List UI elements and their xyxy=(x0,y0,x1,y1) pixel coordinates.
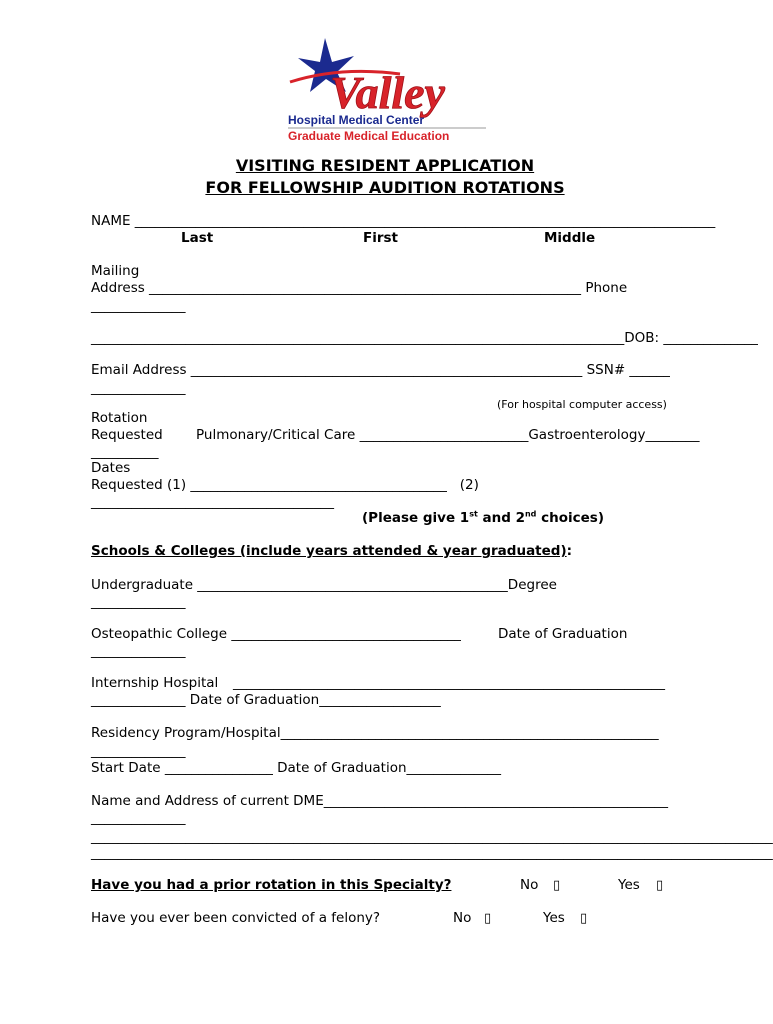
dme-address-line2[interactable]: _____________________________________________________________________________________________________ xyxy=(91,845,773,861)
undergraduate-field[interactable]: Undergraduate ______________________________________________Degree xyxy=(91,577,557,593)
address-dob-field[interactable]: _______________________________________________________________________________DOB: ______________ xyxy=(91,330,758,346)
rotation-specialty-field[interactable]: Pulmonary/Critical Care _________________________Gastroenterology________ xyxy=(196,427,700,443)
dates-label: Dates xyxy=(91,460,131,476)
residency-continued-field[interactable]: ______________ xyxy=(91,743,186,759)
form-title-line2: FOR FELLOWSHIP AUDITION ROTATIONS xyxy=(205,178,565,197)
prior-rotation-no-checkbox[interactable]: ▯ xyxy=(553,878,561,893)
dates-note: (Please give 1st and 2nd choices) xyxy=(362,509,604,526)
mailing-label: Mailing xyxy=(91,263,140,279)
schools-heading: Schools & Colleges (include years attended & year graduated): xyxy=(91,543,573,559)
name-middle-label: Middle xyxy=(544,230,596,246)
undergraduate-continued-field[interactable]: ______________ xyxy=(91,594,186,610)
dates-requested-field[interactable]: Requested (1) ______________________________________ (2) xyxy=(91,477,479,493)
phone-field[interactable]: ______________ xyxy=(91,298,186,314)
felony-question: Have you ever been convicted of a felony? xyxy=(91,910,381,926)
dme-field[interactable]: Name and Address of current DME___________________________________________________ xyxy=(91,793,668,809)
felony-yes-label: Yes xyxy=(543,910,565,926)
form-title-line1: VISITING RESIDENT APPLICATION xyxy=(235,156,535,175)
felony-no-label: No xyxy=(453,910,472,926)
name-field[interactable]: NAME ______________________________________________________________________________________ xyxy=(91,213,716,229)
logo-brand: Valley xyxy=(330,67,445,118)
logo-line1: Hospital Medical Center xyxy=(288,113,425,127)
osteopathic-grad-label: Date of Graduation xyxy=(498,626,628,642)
internship-field[interactable]: ________________________________________________________________ xyxy=(233,675,665,691)
valley-logo xyxy=(280,36,500,146)
prior-rotation-yes-label: Yes xyxy=(618,877,640,893)
logo-line2: Graduate Medical Education xyxy=(288,129,450,143)
email-ssn-field[interactable]: Email Address __________________________________________________________ SSN# ______ xyxy=(91,362,670,378)
rotation-label: Rotation xyxy=(91,410,148,426)
internship-label: Internship Hospital xyxy=(91,675,219,691)
name-last-label: Last xyxy=(181,230,214,246)
internship-grad-field[interactable]: ______________ Date of Graduation__________________ xyxy=(91,692,441,708)
prior-rotation-question: Have you had a prior rotation in this Specialty? xyxy=(91,877,452,893)
name-first-label: First xyxy=(363,230,398,246)
dme-continued-field[interactable]: ______________ xyxy=(91,810,186,826)
prior-rotation-yes-checkbox[interactable]: ▯ xyxy=(656,878,664,893)
felony-no-checkbox[interactable]: ▯ xyxy=(484,911,492,926)
address-field[interactable]: Address ________________________________________________________________ Phone xyxy=(91,280,628,296)
ssn-note: (For hospital computer access) xyxy=(497,398,667,411)
ssn-continued-field[interactable]: ______________ xyxy=(91,380,186,396)
residency-dates-field[interactable]: Start Date ________________ Date of Graduation______________ xyxy=(91,760,502,776)
requested-label: Requested xyxy=(91,427,163,443)
felony-yes-checkbox[interactable]: ▯ xyxy=(580,911,588,926)
prior-rotation-no-label: No xyxy=(520,877,539,893)
dates-second-choice-field[interactable]: ____________________________________ xyxy=(91,494,334,510)
rotation-continued-field[interactable]: __________ xyxy=(91,444,159,460)
residency-field[interactable]: Residency Program/Hospital________________________________________________________ xyxy=(91,725,659,741)
dme-address-line1[interactable]: _____________________________________________________________________________________________________ xyxy=(91,829,773,845)
osteopathic-grad-field[interactable]: ______________ xyxy=(91,643,186,659)
osteopathic-college-field[interactable]: Osteopathic College __________________________________ xyxy=(91,626,461,642)
